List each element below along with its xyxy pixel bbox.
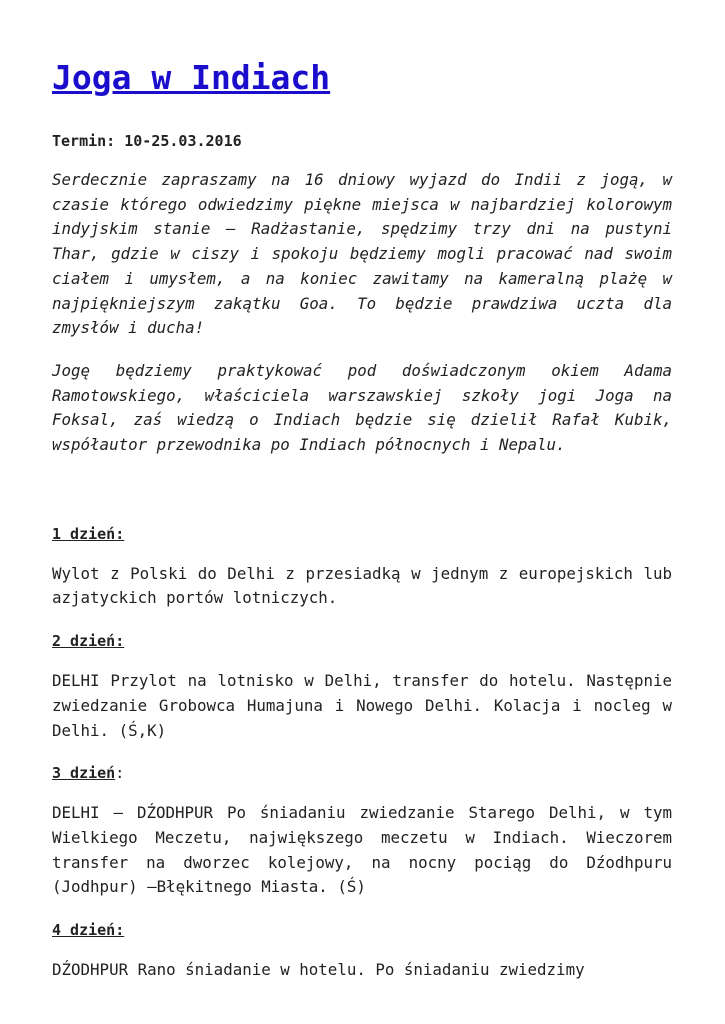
page-title — [52, 48, 672, 108]
day-text-3: DELHI – DŹODHPUR Po śniadaniu zwiedzanie Starego Delhi, w tym Wielkiego Meczetu, największego meczetu w Indiach. Wieczorem transfer na dworzec kolejowy, na nocny pociąg do Dźodhpuru (Jodhpur) –Błękitnego Miasta. (Ś) — [52, 803, 672, 897]
day-text-4: DŹODHPUR Rano śniadanie w hotelu. Po śniadaniu zwiedzimy — [52, 960, 585, 980]
day-heading-4 — [52, 918, 672, 942]
day-heading-2 — [52, 629, 672, 653]
day-heading-2-label: 2 dzień: — [52, 632, 125, 651]
intro-paragraph-1: Serdecznie zapraszamy na 16 dniowy wyjazd do Indii z jogą, w czasie którego odwiedzimy piękne miejsca w najbardziej kolorowym indyjskim stanie – Radżastanie, spędzimy trzy dni na pustyni Thar, gdzie w ciszy i spokoju będziemy mogli pracować nad swoim ciałem i umysłem, a na koniec zawitamy na kameralną plażę w najpiękniejszym zakątku Goa. To będzie prawdziwa uczta dla zmysłów i ducha! — [52, 170, 672, 338]
day-heading-4-label: 4 dzień: — [52, 921, 125, 940]
day-heading-1-label: 1 dzień: — [52, 524, 125, 543]
day-heading-3 — [52, 761, 672, 785]
day-text-2: DELHI Przylot na lotnisko w Delhi, transfer do hotelu. Następnie zwiedzanie Grobowca Humajuna i Nowego Delhi. Kolacja i nocleg w Delhi. (Ś,K) — [52, 671, 672, 740]
day-text-1: Wylot z Polski do Delhi z przesiadką w jednym z europejskich lub azjatyckich portów lotniczych. — [52, 563, 672, 608]
term-dates: Termin: 10-25.03.2016 — [52, 132, 242, 150]
day-heading-3-label: 3 dzień — [52, 764, 116, 783]
day-heading-1 — [52, 522, 672, 546]
article — [52, 48, 672, 1001]
intro-paragraph-2: Jogę będziemy praktykować pod doświadczonym okiem Adama Ramotowskiego, właściciela warszawskiej szkoły jogi Joga na Foksal, zaś wiedzą o Indiach będzie się dzielił Rafał Kubik, współautor przewodnika po Indiach północnych i Nepalu. — [52, 360, 672, 455]
title-link[interactable]: Joga w Indiach — [52, 58, 331, 97]
day-heading-3-suffix: : — [115, 764, 125, 783]
